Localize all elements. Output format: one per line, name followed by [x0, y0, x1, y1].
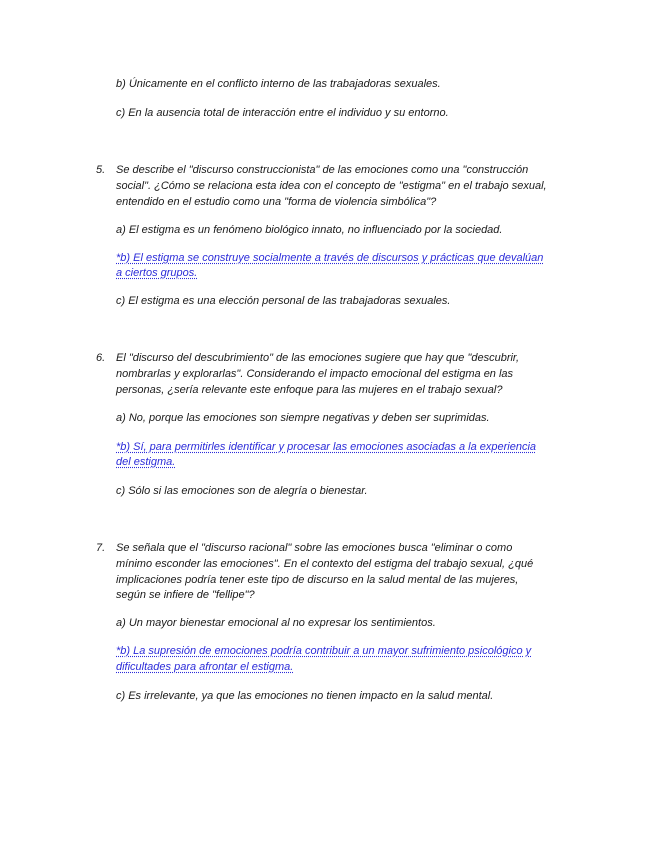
question-text-line: entendido en el estudio como una "forma de violencia simbólica"?: [116, 196, 437, 208]
question-text-line: personas, ¿sería relevante este enfoque para las mujeres en el trabajo sexual?: [116, 384, 503, 396]
option-c: c) Sólo si las emociones son de alegría o bienestar.: [116, 485, 368, 497]
option-b-prev: b) Únicamente en el conflicto interno de las trabajadoras sexuales.: [116, 78, 441, 90]
question-number: 6.: [96, 352, 106, 364]
question-number: 7.: [96, 542, 106, 554]
question-text-line: El "discurso del descubrimiento" de las emociones sugiere que hay que "descubrir,: [116, 352, 520, 364]
option-b-correct: a ciertos grupos.: [116, 267, 198, 279]
question-text-line: nombrarlas y explorarlas". Considerando el impacto emocional del estigma en las: [116, 368, 514, 380]
option-b-correct: *b) La supresión de emociones podría contribuir a un mayor sufrimiento psicológico y: [116, 645, 532, 657]
option-c: c) El estigma es una elección personal de las trabajadoras sexuales.: [116, 295, 451, 307]
question-text-line: según se infiere de "fellipe"?: [116, 589, 255, 601]
option-b-correct: del estigma.: [116, 456, 176, 468]
option-b-correct: *b) El estigma se construye socialmente a través de discursos y prácticas que devalúan: [116, 252, 544, 264]
question-text-line: mínimo esconder las emociones". En el contexto del estigma del trabajo sexual, ¿qué: [116, 558, 534, 570]
option-a: a) Un mayor bienestar emocional al no expresar los sentimientos.: [116, 617, 436, 629]
option-a: a) No, porque las emociones son siempre negativas y deben ser suprimidas.: [116, 412, 490, 424]
question-text-line: Se señala que el "discurso racional" sobre las emociones busca "eliminar o como: [116, 542, 513, 554]
option-b-correct: *b) Sí, para permitirles identificar y procesar las emociones asociadas a la experiencia: [116, 441, 537, 453]
option-c-prev: c) En la ausencia total de interacción entre el individuo y su entorno.: [116, 107, 449, 119]
option-c: c) Es irrelevante, ya que las emociones no tienen impacto en la salud mental.: [116, 690, 494, 702]
option-b-correct: dificultades para afrontar el estigma.: [116, 661, 294, 673]
question-number: 5.: [96, 164, 106, 176]
question-text-line: Se describe el "discurso construccionista" de las emociones como una "construcción: [116, 164, 529, 176]
option-a: a) El estigma es un fenómeno biológico innato, no influenciado por la sociedad.: [116, 224, 503, 236]
question-text-line: social". ¿Cómo se relaciona esta idea con el concepto de "estigma" en el trabajo sexual,: [116, 180, 547, 192]
question-text-line: implicaciones podría tener este tipo de discurso en la salud mental de las mujeres,: [116, 574, 519, 586]
